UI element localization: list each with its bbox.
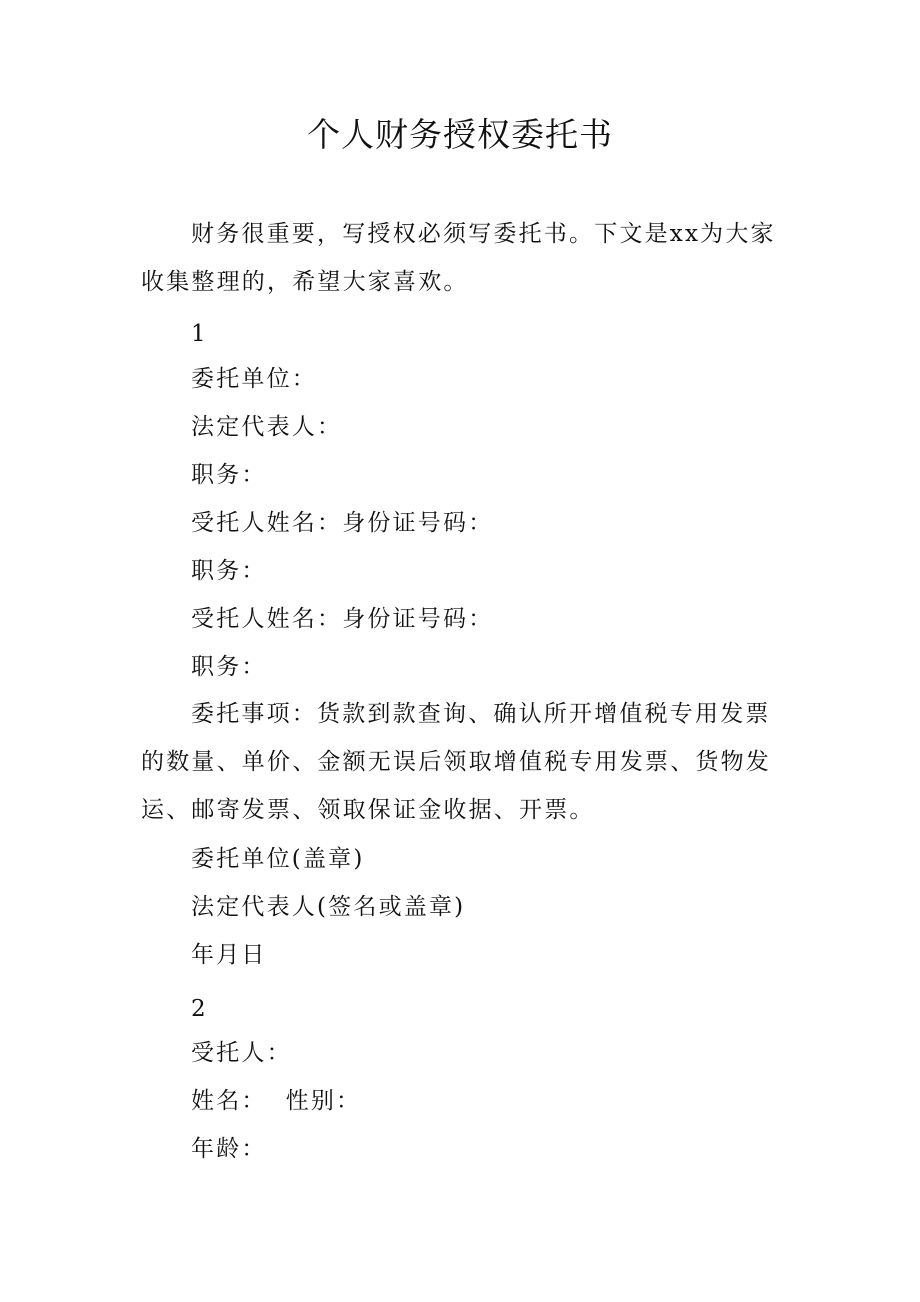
intro-paragraph: 财务很重要，写授权必须写委托书。下文是xx为大家收集整理的，希望大家喜欢。 — [141, 221, 776, 295]
section-1-number: 1 — [191, 321, 208, 347]
age-field: 年龄： — [191, 1136, 267, 1162]
legal-representative-field: 法定代表人： — [191, 414, 343, 440]
name-gender-field: 姓名： 性别： — [191, 1088, 362, 1114]
position-field-1: 职务： — [191, 462, 267, 488]
entrusting-unit-field: 委托单位： — [191, 366, 317, 392]
trustee-id-field-2: 受托人姓名：身份证号码： — [191, 606, 494, 632]
signature-date: 年月日 — [191, 942, 267, 968]
section-2-number: 2 — [191, 996, 208, 1022]
trustee-field: 受托人： — [191, 1040, 292, 1066]
legal-rep-signature: 法定代表人(签名或盖章) — [191, 894, 466, 920]
document-title: 个人财务授权委托书 — [307, 115, 613, 154]
position-field-2: 职务： — [191, 558, 267, 584]
trustee-id-field-1: 受托人姓名：身份证号码： — [191, 510, 494, 536]
entrusting-unit-seal: 委托单位(盖章) — [191, 846, 365, 872]
position-field-3: 职务： — [191, 654, 267, 680]
entrusted-matters-paragraph: 委托事项：货款到款查询、确认所开增值税专用发票的数量、单价、金额无误后领取增值税专用发票、货物发运、邮寄发票、领取保证金收据、开票。 — [141, 701, 771, 823]
